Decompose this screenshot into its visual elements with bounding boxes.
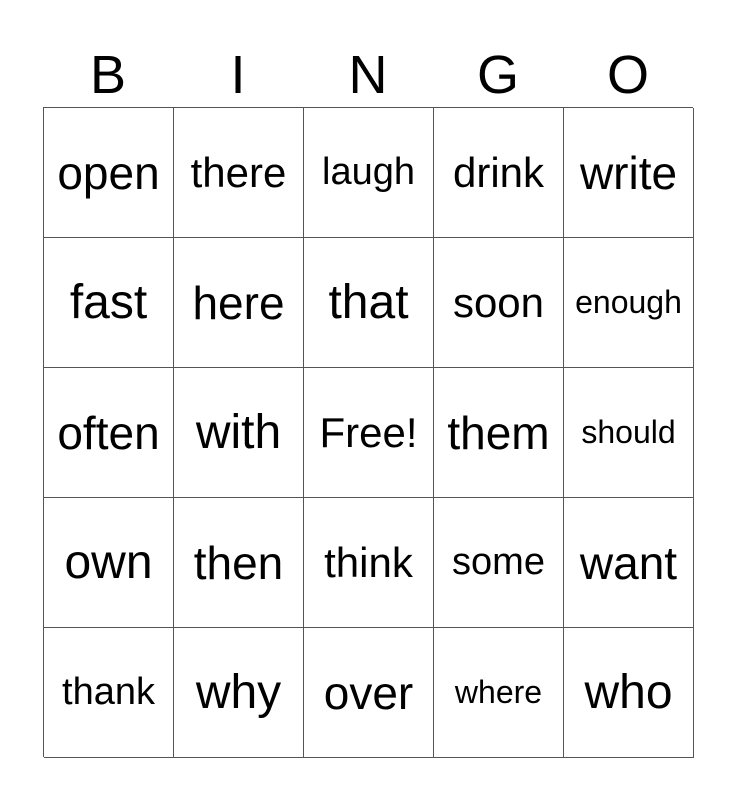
bingo-cell[interactable]: [174, 498, 304, 628]
cell-word: why: [195, 666, 282, 719]
bingo-cell[interactable]: [44, 628, 174, 758]
cell-word: some: [452, 541, 545, 583]
bingo-cell[interactable]: [304, 498, 434, 628]
bingo-cell[interactable]: [44, 368, 174, 498]
cell-word: soon: [452, 278, 545, 326]
bingo-cell[interactable]: [564, 628, 694, 758]
cell-word: with: [195, 406, 282, 459]
bingo-cell[interactable]: [434, 238, 564, 368]
bingo-board: [43, 107, 693, 757]
cell-word: open: [57, 146, 160, 199]
bingo-cell[interactable]: [44, 108, 174, 238]
bingo-header: [43, 42, 693, 108]
bingo-cell[interactable]: [174, 238, 304, 368]
bingo-cell[interactable]: [304, 628, 434, 758]
header-letter-o: O: [606, 45, 649, 105]
cell-word: that: [328, 276, 409, 329]
bingo-cell[interactable]: [564, 368, 694, 498]
cell-word: where: [454, 674, 543, 710]
bingo-cell[interactable]: [564, 498, 694, 628]
bingo-cell[interactable]: [434, 498, 564, 628]
cell-word: who: [584, 666, 673, 719]
cell-word: own: [64, 536, 153, 589]
bingo-cell[interactable]: [44, 498, 174, 628]
cell-word: enough: [575, 284, 682, 320]
cell-word: over: [323, 666, 414, 719]
cell-word: them: [447, 406, 550, 459]
cell-word: drink: [452, 148, 545, 196]
bingo-cell[interactable]: [174, 368, 304, 498]
bingo-cell[interactable]: [434, 368, 564, 498]
bingo-cell[interactable]: [44, 238, 174, 368]
cell-word: fast: [69, 276, 148, 329]
header-letter-b: B: [89, 45, 127, 105]
header-letter-i: I: [230, 45, 246, 105]
header-letter-n: N: [348, 45, 388, 105]
bingo-cell[interactable]: [174, 628, 304, 758]
cell-word: then: [193, 536, 284, 589]
cell-word: here: [192, 276, 285, 329]
free-space-label: Free!: [319, 408, 418, 456]
cell-word: thank: [62, 671, 155, 713]
cell-word: think: [324, 538, 413, 586]
bingo-cell[interactable]: [564, 238, 694, 368]
bingo-cell[interactable]: [564, 108, 694, 238]
cell-word: should: [581, 414, 676, 450]
cell-word: laugh: [322, 151, 415, 193]
header-letter-g: G: [476, 45, 519, 105]
bingo-cell[interactable]: [304, 108, 434, 238]
bingo-cell[interactable]: [434, 628, 564, 758]
cell-word: there: [190, 148, 287, 196]
cell-word: want: [579, 536, 678, 589]
bingo-cell[interactable]: [174, 108, 304, 238]
bingo-cell[interactable]: [434, 108, 564, 238]
cell-word: write: [579, 146, 678, 199]
bingo-cell[interactable]: [304, 238, 434, 368]
free-space-cell[interactable]: [304, 368, 434, 498]
cell-word: often: [57, 406, 160, 459]
